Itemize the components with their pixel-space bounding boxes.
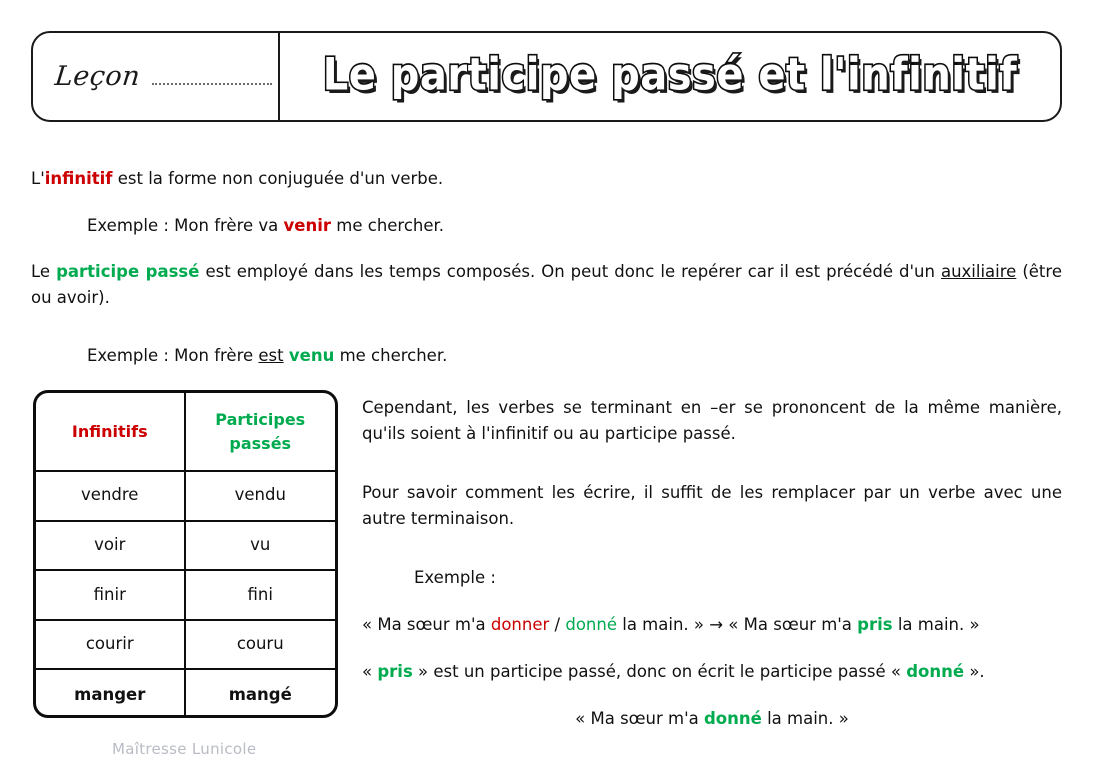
intro-paragraph bbox=[31, 166, 1062, 192]
table-header-row bbox=[36, 393, 335, 472]
keyword-infinitif: infinitif bbox=[44, 169, 113, 188]
example2-text-b: me chercher. bbox=[334, 346, 448, 365]
table-row bbox=[36, 571, 335, 621]
ex1-wrong-form: donner bbox=[490, 615, 550, 634]
example2-auxiliary: est bbox=[258, 346, 284, 365]
table-cell-participe: couru bbox=[236, 634, 284, 654]
example1-keyword: venir bbox=[283, 216, 332, 235]
right-example-label: Exemple : bbox=[414, 568, 496, 587]
pp-text-b: est employé dans les temps composés. On peut donc le repérer car il est précédé d'un bbox=[199, 262, 941, 281]
header-banner bbox=[31, 31, 1062, 122]
right-paragraph-1: Cependant, les verbes se terminant en –er se prononcent de la même manière, qu'ils soient à l'infinitif ou au participe passé. bbox=[362, 398, 1062, 443]
ex1-keyword-pris: pris bbox=[857, 615, 893, 634]
keyword-auxiliaire: auxiliaire bbox=[940, 262, 1017, 281]
table-cell-infinitif: vendre bbox=[36, 472, 186, 520]
table-header-participes bbox=[186, 393, 336, 470]
participe-passe-paragraph bbox=[31, 259, 1062, 310]
ex3-keyword-donne: donné bbox=[704, 709, 762, 728]
table-cell-participe: vendu bbox=[234, 485, 286, 505]
table-cell-infinitif: manger bbox=[36, 670, 186, 718]
right-example-1 bbox=[362, 612, 1062, 638]
right-example-2 bbox=[362, 659, 1062, 685]
table-row bbox=[36, 472, 335, 522]
intro-text-a: L' bbox=[31, 169, 45, 188]
ex2-text-c: ». bbox=[964, 662, 985, 681]
ex1-text-a: « Ma sœur m'a bbox=[362, 615, 491, 634]
keyword-participe-passe: participe passé bbox=[56, 262, 200, 281]
table-cell-participe: vu bbox=[250, 535, 271, 555]
pp-text-c: (être ou avoir). bbox=[31, 262, 1062, 307]
lesson-label-cell bbox=[33, 33, 280, 120]
ex1-separator: / bbox=[549, 615, 566, 634]
example2-text-a: Exemple : Mon frère bbox=[87, 346, 259, 365]
table-row bbox=[36, 522, 335, 572]
table-row bbox=[36, 621, 335, 671]
ex2-keyword-pris: pris bbox=[377, 662, 413, 681]
table-cell-participe: fini bbox=[247, 584, 273, 604]
ex1-text-b: la main. » → « Ma sœur m'a bbox=[616, 615, 858, 634]
ex1-correct-form: donné bbox=[565, 615, 617, 634]
table-cell-infinitif: voir bbox=[36, 522, 186, 570]
ex3-text-a: « Ma sœur m'a bbox=[575, 709, 704, 728]
table-cell-participe: mangé bbox=[228, 684, 292, 704]
page-title: Le participe passé et l'infinitif bbox=[322, 48, 1018, 101]
table-row bbox=[36, 670, 335, 718]
lesson-blank-line[interactable] bbox=[152, 68, 272, 85]
ex2-text-b: » est un participe passé, donc on écrit le participe passé « bbox=[412, 662, 907, 681]
intro-example bbox=[31, 213, 1096, 239]
right-paragraph-2: Pour savoir comment les écrire, il suffit de les remplacer par un verbe avec une autre terminaison. bbox=[362, 483, 1062, 528]
table-header-infinitifs: Infinitifs bbox=[36, 393, 186, 470]
table-header-participes-line2: passés bbox=[229, 433, 292, 453]
verb-table bbox=[33, 390, 338, 718]
table-header-participes-line1: Participes bbox=[215, 409, 306, 429]
example1-text-b: me chercher. bbox=[331, 216, 445, 235]
ex2-keyword-donne: donné bbox=[906, 662, 965, 681]
example2-keyword: venu bbox=[288, 346, 335, 365]
author-credit: Maîtresse Lunicole bbox=[112, 740, 257, 758]
table-cell-infinitif: courir bbox=[36, 621, 186, 669]
ex2-text-a: « bbox=[362, 662, 378, 681]
participe-passe-example bbox=[31, 343, 1096, 369]
intro-text-b: est la forme non conjuguée d'un verbe. bbox=[112, 169, 444, 188]
ex3-text-b: la main. » bbox=[761, 709, 849, 728]
table-cell-infinitif: finir bbox=[36, 571, 186, 619]
ex1-text-c: la main. » bbox=[892, 615, 980, 634]
pp-text-a: Le bbox=[31, 262, 57, 281]
example1-text-a: Exemple : Mon frère va bbox=[87, 216, 284, 235]
lesson-label: Leçon bbox=[53, 61, 142, 92]
title-cell bbox=[280, 33, 1060, 120]
right-example-3 bbox=[362, 706, 1062, 732]
